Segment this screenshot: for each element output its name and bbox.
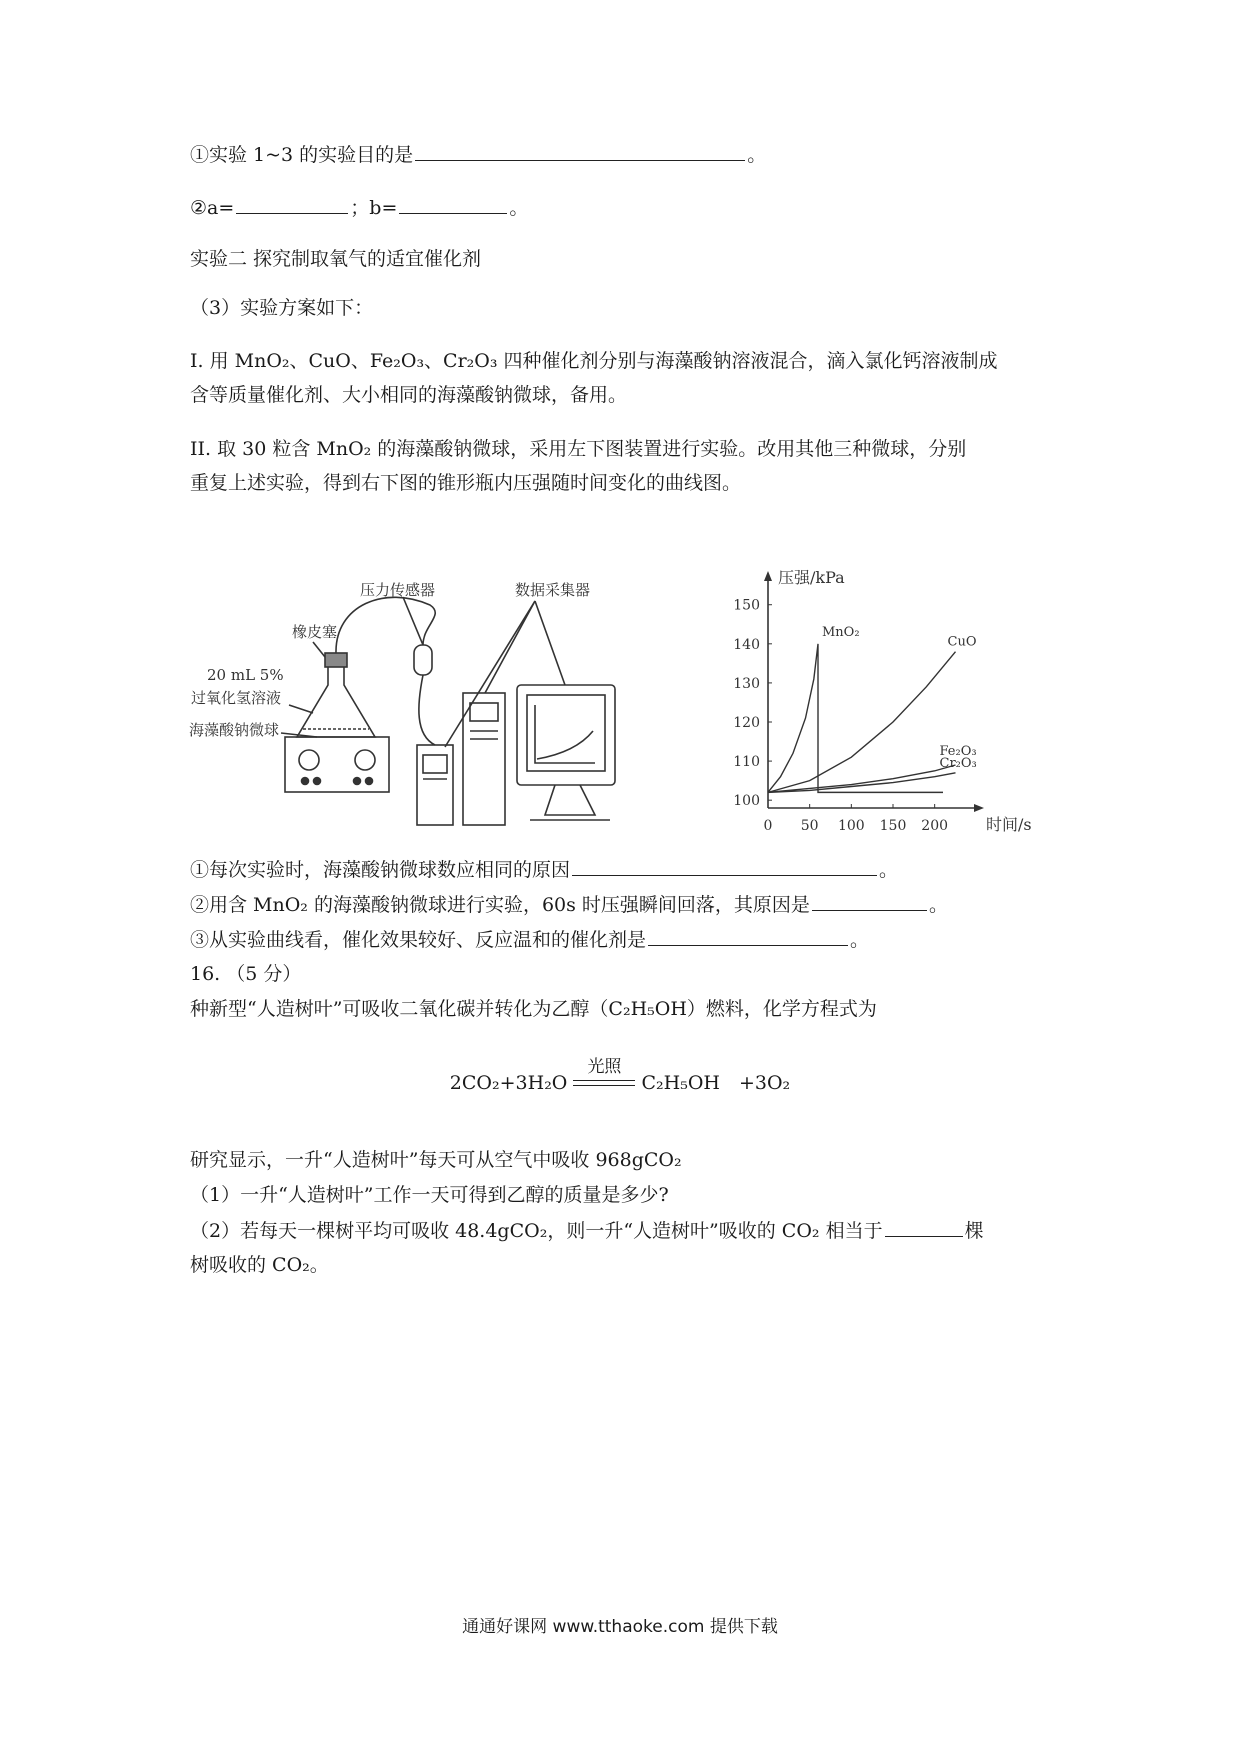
answer-blank-b[interactable] — [399, 193, 507, 214]
question-3: ①每次实验时，海藻酸钠微球数应相同的原因 。 — [190, 855, 898, 884]
footer-source: 通通好课网 www.tthaoke.com 提供下载 — [462, 1617, 778, 1637]
step-1-line-1: I. 用 MnO₂、CuO、Fe₂O₃、Cr₂O₃ 四种催化剂分别与海藻酸钠溶液混合，滴入氯化钙溶液制成 — [190, 350, 998, 372]
answer-blank-3[interactable] — [572, 855, 877, 876]
beads-label: 海藻酸钠微球 — [189, 721, 280, 739]
series-label-1: CuO — [947, 634, 977, 650]
answer-blank-1[interactable] — [415, 140, 745, 161]
equation-arrow — [573, 1057, 635, 1096]
pressure-time-chart — [733, 568, 1031, 834]
series-label-2: Fe₂O₃ — [939, 744, 977, 759]
equation-products: C₂H₅OH +3O₂ — [641, 1072, 791, 1094]
answer-blank-a[interactable] — [236, 193, 348, 214]
y-tick-label: 150 — [733, 597, 760, 614]
question-1: ①实验 1~3 的实验目的是 。 — [190, 140, 766, 169]
chemical-equation — [0, 1057, 1240, 1098]
stopper-label: 橡皮塞 — [292, 623, 338, 641]
solution-label-line2: 过氧化氢溶液 — [191, 689, 282, 707]
step-2-line-2: 重复上述实验，得到右下图的锥形瓶内压强随时间变化的曲线图。 — [190, 472, 742, 494]
figures — [185, 565, 1065, 835]
question-5: ③从实验曲线看，催化效果较好、反应温和的催化剂是 。 — [190, 925, 869, 954]
series-label-3: Cr₂O₃ — [939, 755, 977, 771]
question-2: ②a= ；b= 。 — [190, 193, 528, 222]
y-axis-label: 压强/kPa — [778, 568, 845, 587]
pressure-sensor — [414, 645, 432, 675]
data-collector-box — [417, 745, 453, 825]
y-tick-label: 100 — [733, 793, 760, 810]
experiment-2-title: 实验二 探究制取氧气的适宜催化剂 — [190, 248, 482, 270]
sub-question-2-line-2: 树吸收的 CO₂。 — [190, 1254, 329, 1276]
apparatus-diagram — [189, 581, 615, 825]
series-line-1 — [768, 652, 956, 793]
chart-series-labels — [822, 625, 977, 771]
step-1-line-2: 含等质量催化剂、大小相同的海藻酸钠微球，备用。 — [190, 384, 628, 406]
x-tick-label: 200 — [921, 818, 949, 834]
x-tick-label: 50 — [800, 818, 819, 834]
question-16-heading: 16. （5 分） — [190, 963, 302, 985]
magnetic-stirrer — [285, 737, 389, 792]
x-tick-label: 100 — [837, 818, 865, 834]
y-tick-label: 140 — [733, 636, 760, 653]
question-1-text: ①实验 1~3 的实验目的是 — [190, 144, 414, 166]
series-label-0: MnO₂ — [822, 625, 860, 640]
x-tick-label: 150 — [879, 818, 907, 834]
x-axis-arrow — [974, 804, 984, 812]
series-line-2 — [768, 765, 956, 792]
y-tick-label: 110 — [733, 754, 760, 771]
y-tick-label: 120 — [733, 715, 760, 731]
question-16-intro: 种新型“人造树叶”可吸收二氧化碳并转化为乙醇（C₂H₅OH）燃料，化学方程式为 — [190, 998, 877, 1020]
equation-reactants: 2CO₂+3H₂O — [449, 1072, 568, 1094]
x-axis-label: 时间/s — [986, 815, 1032, 834]
answer-blank-trees[interactable] — [885, 1216, 963, 1237]
data-collector-label: 数据采集器 — [515, 581, 591, 599]
sub-question-1: （1）一升“人造树叶”工作一天可得到乙醇的质量是多少? — [190, 1184, 669, 1206]
answer-blank-4[interactable] — [812, 890, 927, 911]
equation-condition: 光照 — [587, 1057, 622, 1077]
computer-tower — [463, 693, 505, 825]
pressure-sensor-label: 压力传感器 — [360, 581, 436, 599]
question-4: ②用含 MnO₂ 的海藻酸钠微球进行实验，60s 时压强瞬间回落，其原因是 。 — [190, 890, 948, 919]
y-axis-arrow — [764, 571, 772, 581]
series-line-0 — [768, 644, 943, 793]
research-text: 研究显示，一升“人造树叶”每天可从空气中吸收 968gCO₂ — [190, 1149, 682, 1171]
step-2-line-1: II. 取 30 粒含 MnO₂ 的海藻酸钠微球，采用左下图装置进行实验。改用其他三种微球，分别 — [190, 438, 967, 460]
chart-series — [768, 644, 956, 793]
conical-flask — [297, 653, 375, 737]
computer-monitor — [517, 685, 615, 820]
answer-blank-5[interactable] — [648, 925, 848, 946]
x-tick-label: 0 — [763, 818, 773, 834]
y-tick-label: 130 — [733, 675, 760, 692]
chart-axes — [764, 571, 984, 812]
plan-label: （3）实验方案如下： — [190, 297, 374, 319]
solution-label-line1: 20 mL 5% — [207, 666, 284, 684]
sub-question-2: （2）若每天一棵树平均可吸收 48.4gCO₂，则一升“人造树叶”吸收的 CO₂ 相当于 棵 — [190, 1216, 984, 1245]
